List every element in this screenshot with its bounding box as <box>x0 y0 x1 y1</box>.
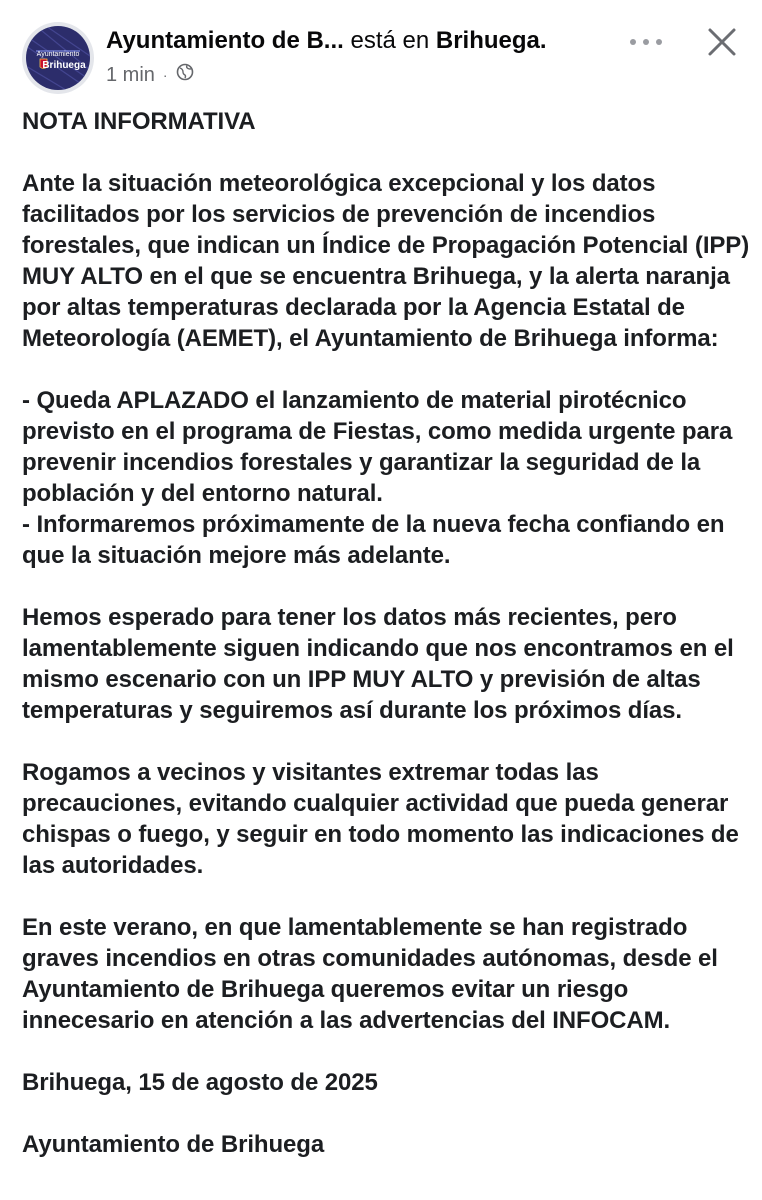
post-date: Brihuega, 15 de agosto de 2025 <box>22 1069 378 1096</box>
avatar-logo <box>26 26 90 90</box>
post-header <box>0 0 762 100</box>
post-paragraph: Hemos esperado para tener los datos más recientes, pero lamentablemente siguen indicando que nos encontramos en el mismo escenario con un IPP MUY ALTO y previsión de altas temperaturas y seguiremos así durante los próximos días. <box>22 604 734 724</box>
author-line[interactable] <box>106 24 547 58</box>
post-paragraph: Ante la situación meteorológica excepcional y los datos facilitados por los servicios de prevención de incendios forestales, que indican un Índice de Propagación Potencial (IPP) MUY ALTO en el que se encuentra Brihuega, y la alerta naranja por altas temperaturas declarada por la Agencia Estatal de Meteorología (AEMET), el Ayuntamiento de Brihuega informa: <box>22 170 750 352</box>
more-options-button[interactable] <box>626 28 666 56</box>
post-paragraph: En este verano, en que lamentablemente se han registrado graves incendios en otras comunidades autónomas, desde el Ayuntamiento de Brihuega queremos evitar un riesgo innecesario en atención a las advertencias del INFOCAM. <box>22 914 718 1034</box>
post-timestamp[interactable]: 1 min <box>106 64 155 86</box>
close-button[interactable] <box>700 20 744 64</box>
svg-text:Ayuntamiento: Ayuntamiento <box>36 51 80 58</box>
post-signature: Ayuntamiento de Brihuega <box>22 1131 325 1158</box>
post-title: NOTA INFORMATIVA <box>22 108 256 135</box>
more-dots-icon <box>629 38 663 46</box>
svg-text:Brihuega: Brihuega <box>42 60 86 71</box>
ayuntamiento-logo-icon <box>26 26 90 90</box>
post-meta <box>106 62 194 88</box>
post-paragraph: - Queda APLAZADO el lanzamiento de material pirotécnico previsto en el programa de Fiestas, como medida urgente para prevenir incendios forestales y garantizar la seguridad de la población y del entorno natural. - Informaremos próximamente de la nueva fecha confiando en que la situación mejore más adelante. <box>22 387 733 569</box>
post-paragraph: Rogamos a vecinos y visitantes extremar todas las precauciones, evitando cualquier actividad que pueda generar chispas o fuego, y seguir en todo momento las indicaciones de las autoridades. <box>22 759 739 879</box>
author-name[interactable]: Ayuntamiento de B... <box>106 27 344 54</box>
avatar[interactable] <box>22 22 94 94</box>
author-location-connector: está en <box>343 27 436 54</box>
post-body <box>22 106 750 1160</box>
meta-separator: · <box>162 67 168 83</box>
author-location[interactable]: Brihuega. <box>435 27 547 54</box>
globe-icon <box>176 62 194 88</box>
close-icon <box>707 27 737 57</box>
